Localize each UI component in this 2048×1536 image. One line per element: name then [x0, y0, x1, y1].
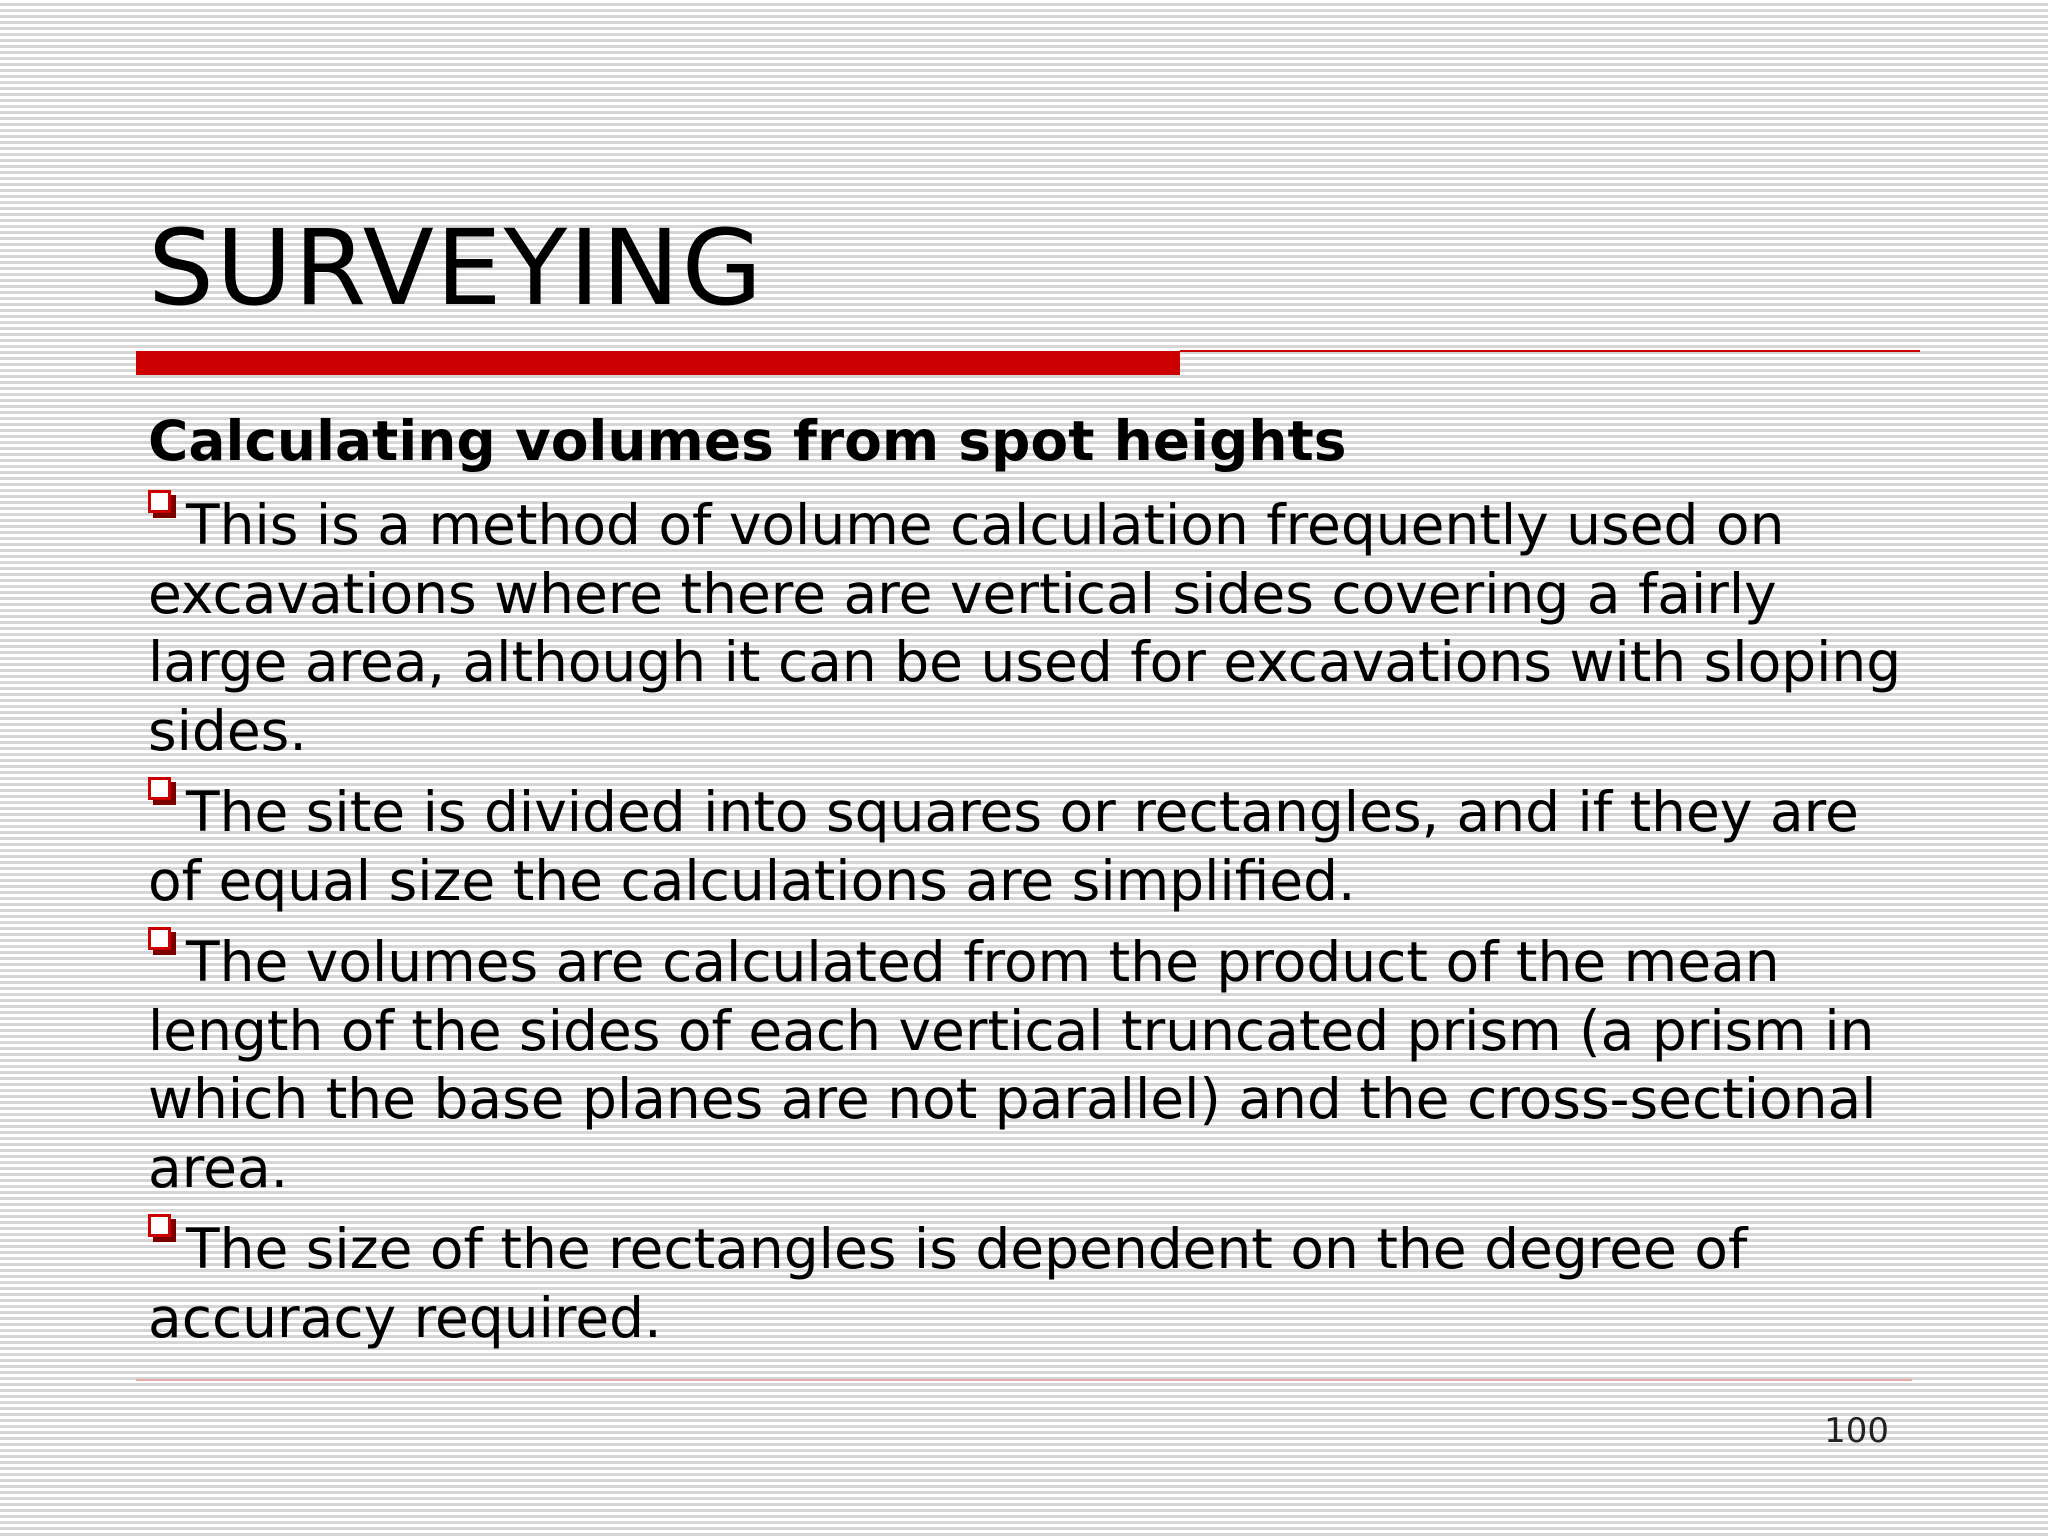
title-underline-thin: [1180, 350, 1920, 352]
bullet-text: The volumes are calculated from the product of the mean length of the sides of each vertical truncated prism (a prism in which the base planes are not parallel) and the cross-sectional area.: [148, 930, 1877, 1200]
bullet-text: This is a method of volume calculation frequently used on excavations where there are vertical sides covering a fairly large area, although it can be used for excavations with sloping sides.: [148, 493, 1902, 763]
hollow-square-bullet-icon: [148, 490, 176, 518]
slide-body: [148, 404, 1908, 1364]
bullet-item: [148, 490, 1908, 765]
bullet-list: [148, 490, 1908, 1352]
hollow-square-bullet-icon: [148, 927, 176, 955]
hollow-square-bullet-icon: [148, 777, 176, 805]
slide-subheading: Calculating volumes from spot heights: [148, 409, 1347, 473]
bullet-text: The site is divided into squares or rectangles, and if they are of equal size the calculations are simplified.: [148, 780, 1859, 913]
footer-divider: [136, 1379, 1912, 1381]
bullet-item: [148, 777, 1908, 915]
bullet-item: [148, 927, 1908, 1202]
bullet-text: The size of the rectangles is dependent on the degree of accuracy required.: [148, 1217, 1748, 1350]
slide-title: SURVEYING: [148, 207, 765, 329]
bullet-item: [148, 1214, 1908, 1352]
page-number: 100: [1824, 1411, 1889, 1451]
hollow-square-bullet-icon: [148, 1214, 176, 1242]
title-underline-thick: [136, 351, 1180, 375]
